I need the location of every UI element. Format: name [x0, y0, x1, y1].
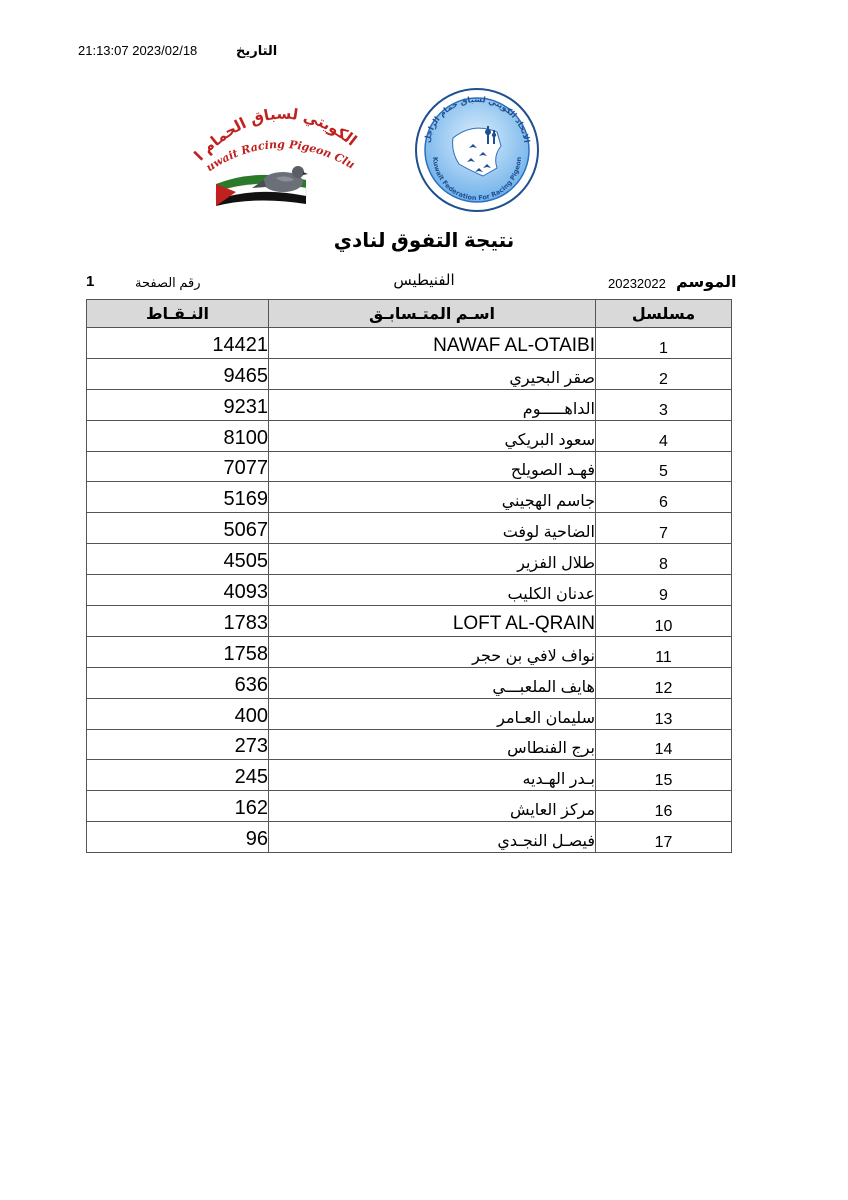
- column-header-serial: مسلسل: [596, 300, 732, 328]
- column-header-name: اسـم المتـسابـق: [269, 300, 596, 328]
- serial-number: 12: [596, 667, 732, 698]
- competitor-name: سعود البريكي: [504, 431, 595, 449]
- competitor-name-cell: [269, 791, 596, 822]
- competitor-name-cell: [269, 358, 596, 389]
- table-row: [87, 698, 732, 729]
- points-value: 7077: [223, 457, 268, 480]
- table-row: [87, 544, 732, 575]
- date-label: التاريخ: [236, 43, 278, 58]
- serial-number: 14: [596, 729, 732, 760]
- competitor-name-cell: [269, 698, 596, 729]
- competitor-name-cell: [269, 667, 596, 698]
- points-cell: [87, 389, 269, 420]
- table-header-row: [87, 300, 732, 328]
- competitor-name: NAWAF AL-OTAIBI: [433, 334, 595, 356]
- competitor-name: الضاحية لوفت: [502, 524, 595, 542]
- points-value: 1783: [223, 611, 268, 634]
- competitor-name: سليمان العـامر: [497, 709, 595, 727]
- points-value: 162: [234, 797, 268, 820]
- points-cell: [87, 513, 269, 544]
- points-cell: [87, 636, 269, 667]
- table-row: [87, 822, 732, 853]
- club-logo-arabic: الكويتي لسباق الحمام ا: [190, 104, 361, 165]
- competitor-name-cell: [269, 822, 596, 853]
- federation-logo: [413, 86, 541, 214]
- table-row: [87, 575, 732, 606]
- points-cell: [87, 729, 269, 760]
- points-value: 4505: [223, 550, 268, 573]
- points-cell: [87, 791, 269, 822]
- serial-number: 10: [596, 606, 732, 637]
- competitor-name: نواف لافي بن حجر: [472, 647, 595, 665]
- report-datetime: 21:13:07 2023/02/18: [78, 43, 198, 58]
- points-value: 5169: [223, 488, 268, 511]
- serial-number: 17: [596, 822, 732, 853]
- serial-number: 8: [596, 544, 732, 575]
- competitor-name: برج الفنطاس: [507, 740, 595, 758]
- page-title: نتيجة التفوق لنادي: [333, 230, 515, 252]
- serial-number: 13: [596, 698, 732, 729]
- competitor-name-cell: [269, 544, 596, 575]
- points-cell: [87, 606, 269, 637]
- competitor-name-cell: [269, 729, 596, 760]
- table-row: [87, 389, 732, 420]
- results-body: [87, 328, 732, 853]
- competitor-name: LOFT AL-QRAIN: [452, 612, 595, 634]
- page-number: 1: [86, 273, 95, 290]
- race-category: الفنيطيس: [393, 272, 455, 289]
- table-row: [87, 420, 732, 451]
- points-cell: [87, 575, 269, 606]
- points-value: 9465: [223, 364, 268, 387]
- federation-logo-english: Kuwait Federation For Racing Pigeon: [430, 156, 524, 203]
- competitor-name-cell: [269, 760, 596, 791]
- competitor-name: فيصـل النجـدي: [497, 833, 595, 851]
- competitor-name: الداهـــــوم: [522, 400, 595, 418]
- points-value: 9231: [223, 395, 268, 418]
- table-row: [87, 606, 732, 637]
- competitor-name-cell: [269, 606, 596, 637]
- points-value: 1758: [223, 642, 268, 665]
- page-number-label: رقم الصفحة: [135, 275, 201, 290]
- points-cell: [87, 328, 269, 359]
- serial-number: 16: [596, 791, 732, 822]
- points-cell: [87, 667, 269, 698]
- points-value: 14421: [212, 333, 268, 356]
- competitor-name-cell: [269, 636, 596, 667]
- points-value: 273: [234, 735, 268, 758]
- table-row: [87, 451, 732, 482]
- competitor-name: جاسم الهجيني: [501, 493, 595, 511]
- points-value: 5067: [223, 519, 268, 542]
- competitor-name-cell: [269, 328, 596, 359]
- serial-number: 9: [596, 575, 732, 606]
- club-logo: [186, 88, 366, 206]
- serial-number: 6: [596, 482, 732, 513]
- competitor-name-cell: [269, 451, 596, 482]
- table-row: [87, 358, 732, 389]
- points-cell: [87, 544, 269, 575]
- season-value: 20232022: [608, 276, 666, 291]
- points-cell: [87, 358, 269, 389]
- season-label: الموسم: [676, 274, 737, 291]
- competitor-name-cell: [269, 420, 596, 451]
- table-row: [87, 482, 732, 513]
- club-logo-english: uwait Racing Pigeon Clu: [203, 137, 357, 175]
- points-value: 8100: [223, 426, 268, 449]
- points-value: 245: [234, 766, 268, 789]
- competitor-name: صقر البحيري: [509, 369, 595, 387]
- table-row: [87, 636, 732, 667]
- serial-number: 7: [596, 513, 732, 544]
- results-table: [86, 299, 732, 853]
- table-row: [87, 791, 732, 822]
- competitor-name-cell: [269, 389, 596, 420]
- points-value: 636: [234, 673, 268, 696]
- table-row: [87, 760, 732, 791]
- points-value: 96: [245, 828, 268, 851]
- serial-number: 2: [596, 358, 732, 389]
- competitor-name: هايف الملعبـــي: [492, 678, 595, 696]
- competitor-name-cell: [269, 513, 596, 544]
- table-row: [87, 513, 732, 544]
- points-cell: [87, 822, 269, 853]
- points-cell: [87, 698, 269, 729]
- points-cell: [87, 760, 269, 791]
- competitor-name-cell: [269, 575, 596, 606]
- serial-number: 11: [596, 636, 732, 667]
- column-header-points: النـقـاط: [87, 300, 269, 328]
- points-cell: [87, 420, 269, 451]
- competitor-name: طلال الفزير: [517, 555, 595, 573]
- competitor-name: عدنان الكليب: [507, 586, 595, 604]
- serial-number: 1: [596, 328, 732, 359]
- points-cell: [87, 482, 269, 513]
- serial-number: 5: [596, 451, 732, 482]
- table-row: [87, 667, 732, 698]
- serial-number: 3: [596, 389, 732, 420]
- federation-logo-arabic: الاتحاد الكويتي لسباق حمام الزاجل: [422, 94, 532, 144]
- serial-number: 4: [596, 420, 732, 451]
- competitor-name: بـدر الهـديه: [522, 771, 595, 789]
- table-row: [87, 328, 732, 359]
- points-value: 4093: [223, 581, 268, 604]
- competitor-name-cell: [269, 482, 596, 513]
- points-cell: [87, 451, 269, 482]
- competitor-name: مركز العايش: [509, 802, 595, 820]
- serial-number: 15: [596, 760, 732, 791]
- points-value: 400: [234, 704, 268, 727]
- table-row: [87, 729, 732, 760]
- competitor-name: فهـد الصويلح: [510, 462, 595, 480]
